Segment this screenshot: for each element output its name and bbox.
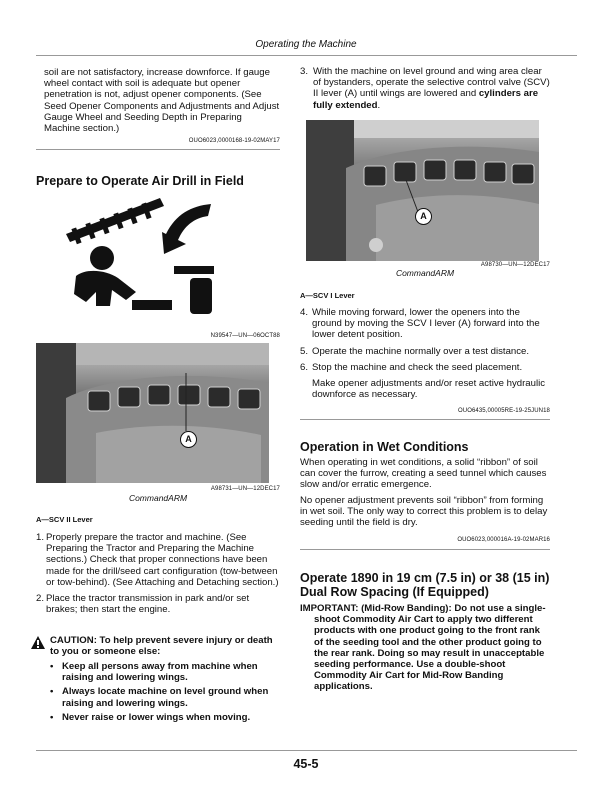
steps-list: [300, 307, 550, 400]
intro-paragraph: soil are not satisfactory, increase downforce. If gauge wheel contact with soil is adequate but opener penetration is not, adjust opener components. (See Seed Opener Components and Adjustments and Adjust Gauge Wheel and Seeding Depth in Preparing Machine section.): [44, 67, 280, 135]
steps-list: [36, 532, 280, 615]
wing-frame-icon: [66, 198, 164, 244]
callout-a: A: [180, 431, 197, 448]
step-item: [36, 593, 280, 615]
running-header: Operating the Machine: [255, 39, 357, 50]
section-rule: [300, 419, 550, 420]
bullet-item: [50, 661, 280, 683]
caution-text: CAUTION: To help prevent severe injury or death to you or someone else:: [50, 635, 273, 658]
figure-code: A98730—UN—12DEC17: [480, 262, 550, 268]
section-title: Operation in Wet Conditions: [300, 440, 469, 454]
step-item: [300, 362, 550, 373]
bullet-item: [50, 686, 280, 708]
step-number: 1.: [36, 532, 45, 543]
step-text: Place the tractor transmission in park and/or set brakes; then start the engine.: [46, 593, 250, 616]
step-number: 6.: [300, 361, 309, 373]
step-text: Properly prepare the tractor and machine. (See Preparing the Tractor and Preparing the Machine sections.) Check that proper connections have been made for the drill/seed cart configuration (tow-between or tow-behind). (See Attaching and Detaching section.): [46, 532, 279, 588]
callout-a: A: [415, 208, 432, 225]
bullet-icon: •: [50, 661, 54, 672]
figure-label: A—SCV II Lever: [36, 515, 93, 524]
figure-code: N39547—UN—06OCT88: [210, 333, 280, 339]
bullet-text: Always locate machine on level ground when raising and lowering wings.: [62, 686, 269, 709]
reference-code: OUO6435,00005RE-19-25JUN18: [458, 408, 550, 414]
step-item: [36, 532, 280, 588]
step-number: 4.: [300, 307, 309, 318]
bullet-icon: •: [50, 686, 54, 698]
bullet-text: Never raise or lower wings when moving.: [62, 711, 251, 723]
step-text-bold: cylinders are fully extended: [313, 88, 539, 111]
crush-hazard-safety-figure: [66, 194, 226, 326]
reference-code: OUO6023,0000168-19-02MAY17: [188, 138, 280, 144]
header-rule: [36, 55, 577, 56]
step-item: [300, 346, 550, 357]
bullet-item: [50, 712, 280, 723]
figure-code: A98731—UN—12DEC17: [210, 486, 280, 492]
page-number: 45-5: [293, 757, 319, 771]
crouching-person-icon: [74, 246, 172, 310]
step-text: While moving forward, lower the openers into the ground by moving the SCV I lever (A) forward into the lower detent position.: [312, 307, 540, 341]
figure-caption: CommandARM: [395, 268, 455, 278]
important-text: Do not use a single-shoot Commodity Air Cart to apply two different products with one product going to the front rank of the seeding tool and the other product going to the rear rank. Doing so may result in unacceptable seeding performance. Use a double-shoot Commodity Air Cart for Mid-Row Banding applications.: [314, 603, 546, 693]
step-text: Operate the machine normally over a test distance.: [312, 345, 530, 357]
step-note: Make opener adjustments and/or reset active hydraulic downforce as necessary.: [312, 378, 546, 401]
step-3: [300, 66, 550, 111]
important-note: [300, 603, 550, 693]
downward-arrow-icon: [162, 204, 211, 254]
important-lead: IMPORTANT: (Mid-Row Banding):: [300, 603, 452, 614]
wet-paragraph: No opener adjustment prevents soil “ribbon” from forming in wet soil. The only way to correct this problem is to delay seeding until the field is dry.: [300, 495, 548, 529]
section-rule: [36, 149, 280, 150]
step-number: 5.: [300, 345, 309, 357]
commandarm-photo: [306, 120, 539, 261]
figure-caption: CommandARM: [128, 493, 188, 503]
bullet-icon: •: [50, 711, 54, 723]
section-title: Operate 1890 in 19 cm (7.5 in) or 38 (15 in) Dual Row Spacing (If Equipped): [300, 571, 550, 599]
section-rule: [300, 549, 550, 550]
step-item: [300, 307, 550, 341]
caution-bullets: [50, 661, 280, 723]
ground-block-icon: [174, 266, 214, 314]
step-text-end: .: [377, 99, 381, 111]
footer-rule: [36, 750, 577, 751]
bullet-text: Keep all persons away from machine when raising and lowering wings.: [62, 661, 258, 684]
warning-triangle-icon: [31, 636, 45, 649]
commandarm-photo: [36, 343, 269, 483]
figure-label: A—SCV I Lever: [300, 291, 355, 300]
wet-paragraph: When operating in wet conditions, a solid “ribbon” of soil can cover the furrow, creating a seed tunnel which causes slow and/or erratic emergence.: [300, 457, 547, 491]
step-number: 3.: [300, 66, 309, 77]
step-number: 2.: [36, 593, 45, 605]
step-text: With the machine on level ground and wing area clear of bystanders, operate the selective control valve (SCV) II lever (A) until wings are lowered and: [313, 66, 550, 100]
section-title: Prepare to Operate Air Drill in Field: [36, 174, 244, 188]
step-text: Stop the machine and check the seed placement.: [312, 361, 523, 373]
reference-code: OUO6023,000016A-19-02MAR16: [457, 537, 550, 543]
